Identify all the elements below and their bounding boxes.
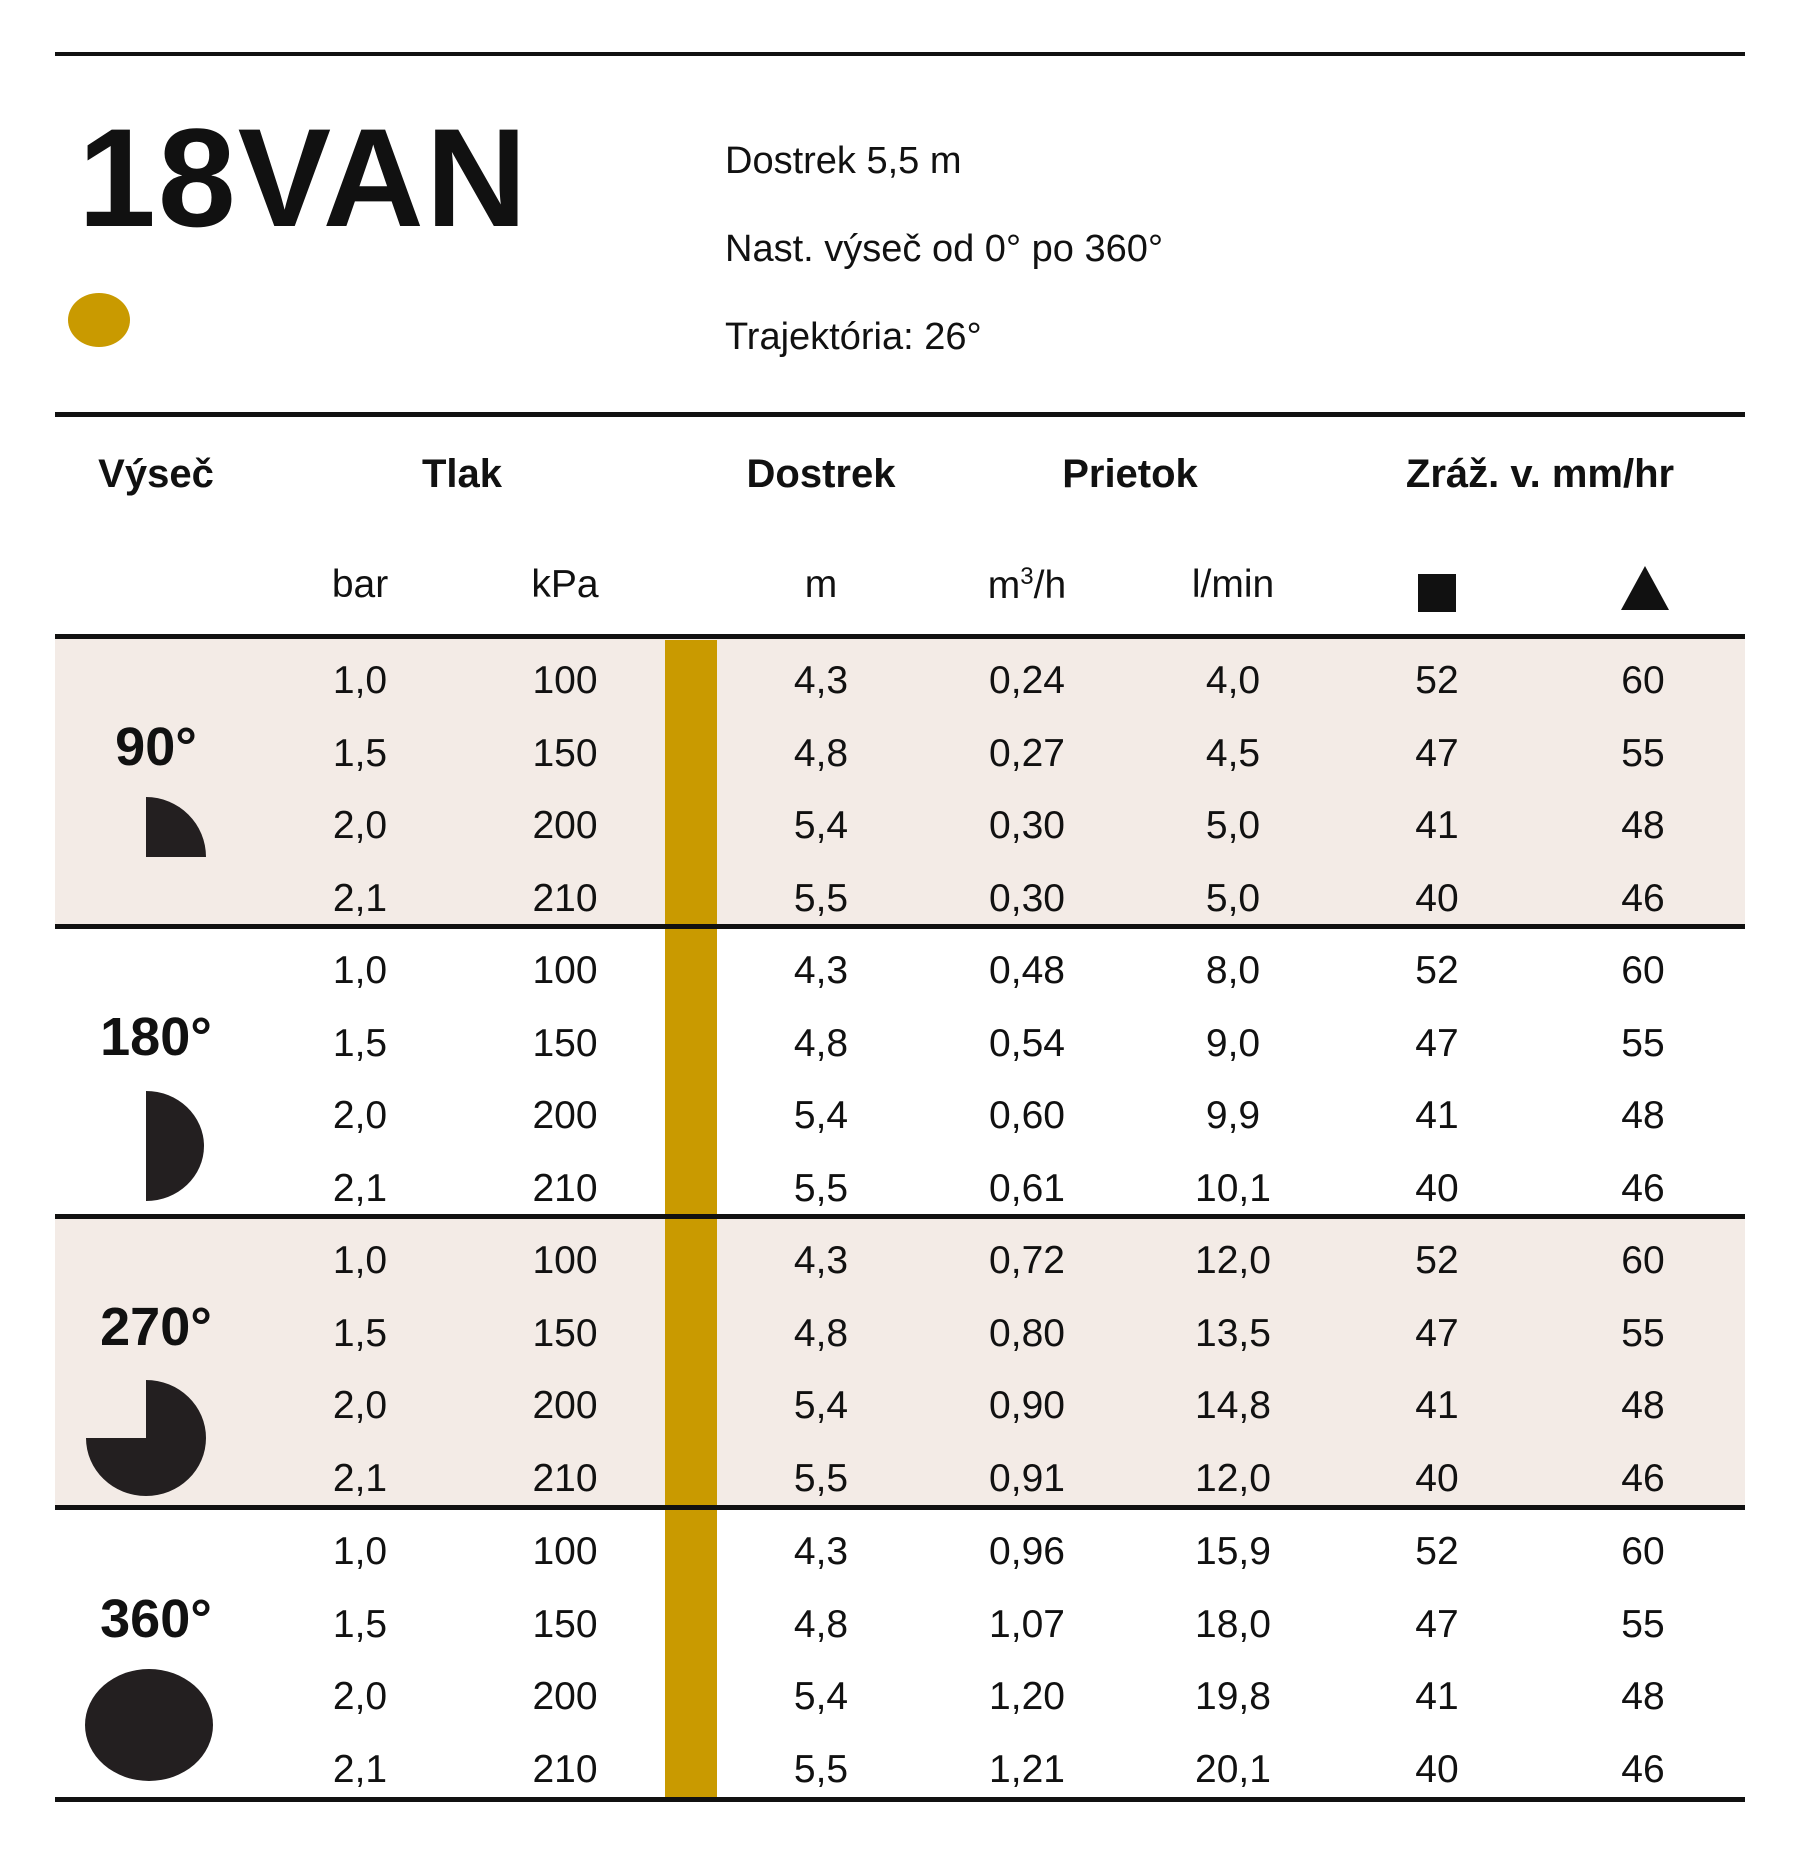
precip-square-cell: 47 bbox=[1415, 1311, 1459, 1355]
flow-m3h-cell: 0,54 bbox=[989, 1021, 1065, 1065]
precip-square-cell: 47 bbox=[1415, 1602, 1459, 1646]
flow-m3h-cell: 0,48 bbox=[989, 949, 1065, 992]
precip-triangle-cell: 60 bbox=[1621, 659, 1665, 702]
bar-cell: 2,1 bbox=[332, 1456, 388, 1500]
header-sector: Výseč bbox=[98, 452, 214, 496]
bar-cell: 2,1 bbox=[332, 1747, 388, 1791]
band-90 bbox=[55, 639, 1745, 927]
precip-triangle-cell: 60 bbox=[1621, 1530, 1665, 1573]
unit-m3h bbox=[988, 563, 1066, 608]
radius-cell: 5,5 bbox=[793, 1456, 849, 1500]
precip-triangle-cell: 46 bbox=[1621, 1166, 1665, 1210]
bar-cell: 2,0 bbox=[332, 1384, 388, 1427]
precip-square-cell: 41 bbox=[1415, 804, 1459, 847]
radius-cell: 5,4 bbox=[793, 804, 849, 847]
kpa-cell: 100 bbox=[532, 949, 598, 992]
unit-m3h-base: m bbox=[987, 564, 1021, 607]
flow-lmin-cell: 9,0 bbox=[1205, 1021, 1261, 1065]
flow-m3h-cell: 0,90 bbox=[989, 1384, 1065, 1427]
quarter-circle-icon bbox=[144, 795, 208, 859]
radius-cell: 4,3 bbox=[793, 1239, 849, 1282]
radius-cell: 4,8 bbox=[793, 1602, 849, 1646]
kpa-cell: 150 bbox=[532, 1311, 598, 1355]
precip-square-cell: 41 bbox=[1415, 1094, 1459, 1137]
flow-lmin-cell: 9,9 bbox=[1205, 1094, 1261, 1137]
precip-triangle-cell: 46 bbox=[1621, 1456, 1665, 1500]
triangle-spacing-icon bbox=[1621, 566, 1669, 610]
flow-m3h-cell: 0,91 bbox=[989, 1456, 1065, 1500]
flow-lmin-cell: 18,0 bbox=[1195, 1602, 1271, 1646]
header-radius: Dostrek bbox=[746, 452, 896, 496]
sector-label-270: 270° bbox=[100, 1297, 212, 1357]
radius-cell: 4,3 bbox=[793, 949, 849, 992]
flow-lmin-cell: 20,1 bbox=[1195, 1747, 1271, 1791]
unit-m3h-sup: 3 bbox=[1020, 563, 1034, 590]
precip-triangle-cell: 60 bbox=[1621, 949, 1665, 992]
band-270 bbox=[55, 1219, 1745, 1507]
bar-cell: 2,1 bbox=[332, 876, 388, 920]
nozzle-color-dot bbox=[68, 293, 130, 347]
kpa-cell: 210 bbox=[532, 876, 598, 920]
flow-lmin-cell: 5,0 bbox=[1205, 876, 1261, 920]
flow-lmin-cell: 15,9 bbox=[1195, 1530, 1271, 1573]
kpa-cell: 210 bbox=[532, 1456, 598, 1500]
model-title: 18VAN bbox=[78, 99, 529, 256]
flow-m3h-cell: 0,80 bbox=[989, 1311, 1065, 1355]
sector-label-90: 90° bbox=[115, 717, 197, 777]
flow-m3h-cell: 0,24 bbox=[989, 659, 1065, 702]
flow-lmin-cell: 13,5 bbox=[1195, 1311, 1271, 1355]
bar-cell: 1,0 bbox=[332, 659, 388, 702]
precip-square-cell: 40 bbox=[1415, 1456, 1459, 1500]
bar-cell: 2,0 bbox=[332, 804, 388, 847]
radius-cell: 5,4 bbox=[793, 1384, 849, 1427]
flow-m3h-cell: 0,72 bbox=[989, 1239, 1065, 1282]
kpa-cell: 200 bbox=[532, 1384, 598, 1427]
precip-square-cell: 40 bbox=[1415, 1166, 1459, 1210]
precip-triangle-cell: 48 bbox=[1621, 804, 1665, 847]
flow-lmin-cell: 10,1 bbox=[1195, 1166, 1271, 1210]
header-rule bbox=[55, 412, 1745, 417]
precip-square-cell: 47 bbox=[1415, 1021, 1459, 1065]
precip-triangle-cell: 55 bbox=[1621, 1021, 1665, 1065]
group-divider bbox=[55, 1505, 1745, 1510]
flow-m3h-cell: 0,96 bbox=[989, 1530, 1065, 1573]
radius-cell: 4,3 bbox=[793, 659, 849, 702]
precip-triangle-cell: 60 bbox=[1621, 1239, 1665, 1282]
precip-square-cell: 41 bbox=[1415, 1675, 1459, 1718]
flow-lmin-cell: 4,0 bbox=[1205, 659, 1261, 702]
flow-lmin-cell: 19,8 bbox=[1195, 1675, 1271, 1718]
bar-cell: 1,5 bbox=[332, 1311, 388, 1355]
precip-square-cell: 52 bbox=[1415, 949, 1459, 992]
radius-cell: 5,5 bbox=[793, 1747, 849, 1791]
sector-label-360: 360° bbox=[100, 1589, 212, 1649]
precip-square-cell: 41 bbox=[1415, 1384, 1459, 1427]
flow-lmin-cell: 12,0 bbox=[1195, 1239, 1271, 1282]
kpa-cell: 100 bbox=[532, 659, 598, 702]
kpa-cell: 100 bbox=[532, 1239, 598, 1282]
bar-cell: 1,5 bbox=[332, 731, 388, 775]
unit-lmin: l/min bbox=[1191, 563, 1275, 606]
precip-triangle-cell: 48 bbox=[1621, 1384, 1665, 1427]
flow-lmin-cell: 12,0 bbox=[1195, 1456, 1271, 1500]
radius-cell: 4,8 bbox=[793, 1021, 849, 1065]
radius-cell: 5,4 bbox=[793, 1675, 849, 1718]
precip-square-cell: 52 bbox=[1415, 659, 1459, 702]
flow-m3h-cell: 0,30 bbox=[989, 876, 1065, 920]
flow-lmin-cell: 14,8 bbox=[1195, 1384, 1271, 1427]
header-flow: Prietok bbox=[1062, 452, 1198, 496]
flow-m3h-cell: 0,27 bbox=[989, 731, 1065, 775]
flow-lmin-cell: 8,0 bbox=[1205, 949, 1261, 992]
square-spacing-icon bbox=[1418, 574, 1456, 612]
radius-cell: 5,5 bbox=[793, 876, 849, 920]
kpa-cell: 150 bbox=[532, 1602, 598, 1646]
full-circle-icon bbox=[84, 1668, 214, 1782]
unit-kpa: kPa bbox=[531, 563, 599, 606]
group-divider bbox=[55, 1214, 1745, 1219]
unit-m: m bbox=[804, 563, 838, 606]
flow-m3h-cell: 0,30 bbox=[989, 804, 1065, 847]
kpa-cell: 200 bbox=[532, 804, 598, 847]
precip-square-cell: 40 bbox=[1415, 1747, 1459, 1791]
bar-cell: 1,5 bbox=[332, 1602, 388, 1646]
precip-triangle-cell: 48 bbox=[1621, 1675, 1665, 1718]
bar-cell: 2,0 bbox=[332, 1094, 388, 1137]
band-180 bbox=[55, 929, 1745, 1217]
half-circle-icon bbox=[144, 1089, 208, 1203]
unit-bar: bar bbox=[331, 563, 389, 606]
kpa-cell: 100 bbox=[532, 1530, 598, 1573]
precip-triangle-cell: 46 bbox=[1621, 876, 1665, 920]
precip-triangle-cell: 55 bbox=[1621, 1602, 1665, 1646]
radius-cell: 4,8 bbox=[793, 731, 849, 775]
three-quarter-circle-icon bbox=[84, 1378, 208, 1498]
radius-cell: 5,5 bbox=[793, 1166, 849, 1210]
spec-arc: Nast. výseč od 0° po 360° bbox=[725, 228, 1164, 270]
header-precip: Zráž. v. mm/hr bbox=[1405, 452, 1675, 496]
flow-lmin-cell: 4,5 bbox=[1205, 731, 1261, 775]
spec-trajectory: Trajektória: 26° bbox=[725, 316, 982, 358]
radius-cell: 5,4 bbox=[793, 1094, 849, 1137]
sector-label-180: 180° bbox=[100, 1007, 212, 1067]
kpa-cell: 200 bbox=[532, 1094, 598, 1137]
precip-triangle-cell: 46 bbox=[1621, 1747, 1665, 1791]
bar-cell: 2,1 bbox=[332, 1166, 388, 1210]
flow-m3h-cell: 0,60 bbox=[989, 1094, 1065, 1137]
precip-triangle-cell: 55 bbox=[1621, 731, 1665, 775]
kpa-cell: 210 bbox=[532, 1747, 598, 1791]
group-divider bbox=[55, 924, 1745, 929]
precip-square-cell: 52 bbox=[1415, 1239, 1459, 1282]
bar-cell: 1,5 bbox=[332, 1021, 388, 1065]
band-360 bbox=[55, 1509, 1745, 1797]
bar-cell: 1,0 bbox=[332, 1530, 388, 1573]
header-pressure: Tlak bbox=[421, 452, 503, 496]
flow-m3h-cell: 1,21 bbox=[989, 1747, 1065, 1791]
top-rule bbox=[55, 52, 1745, 56]
flow-lmin-cell: 5,0 bbox=[1205, 804, 1261, 847]
precip-square-cell: 47 bbox=[1415, 731, 1459, 775]
kpa-cell: 150 bbox=[532, 731, 598, 775]
spec-radius: Dostrek 5,5 m bbox=[725, 140, 962, 182]
precip-square-cell: 40 bbox=[1415, 876, 1459, 920]
bar-cell: 1,0 bbox=[332, 949, 388, 992]
radius-cell: 4,8 bbox=[793, 1311, 849, 1355]
bar-cell: 1,0 bbox=[332, 1239, 388, 1282]
unit-m3h-tail: /h bbox=[1033, 564, 1067, 607]
precip-triangle-cell: 48 bbox=[1621, 1094, 1665, 1137]
kpa-cell: 200 bbox=[532, 1675, 598, 1718]
bar-cell: 2,0 bbox=[332, 1675, 388, 1718]
table-bottom-rule bbox=[55, 1797, 1745, 1802]
flow-m3h-cell: 1,07 bbox=[989, 1602, 1065, 1646]
radius-cell: 4,3 bbox=[793, 1530, 849, 1573]
flow-m3h-cell: 0,61 bbox=[989, 1166, 1065, 1210]
precip-triangle-cell: 55 bbox=[1621, 1311, 1665, 1355]
kpa-cell: 150 bbox=[532, 1021, 598, 1065]
kpa-cell: 210 bbox=[532, 1166, 598, 1210]
flow-m3h-cell: 1,20 bbox=[989, 1675, 1065, 1718]
precip-square-cell: 52 bbox=[1415, 1530, 1459, 1573]
